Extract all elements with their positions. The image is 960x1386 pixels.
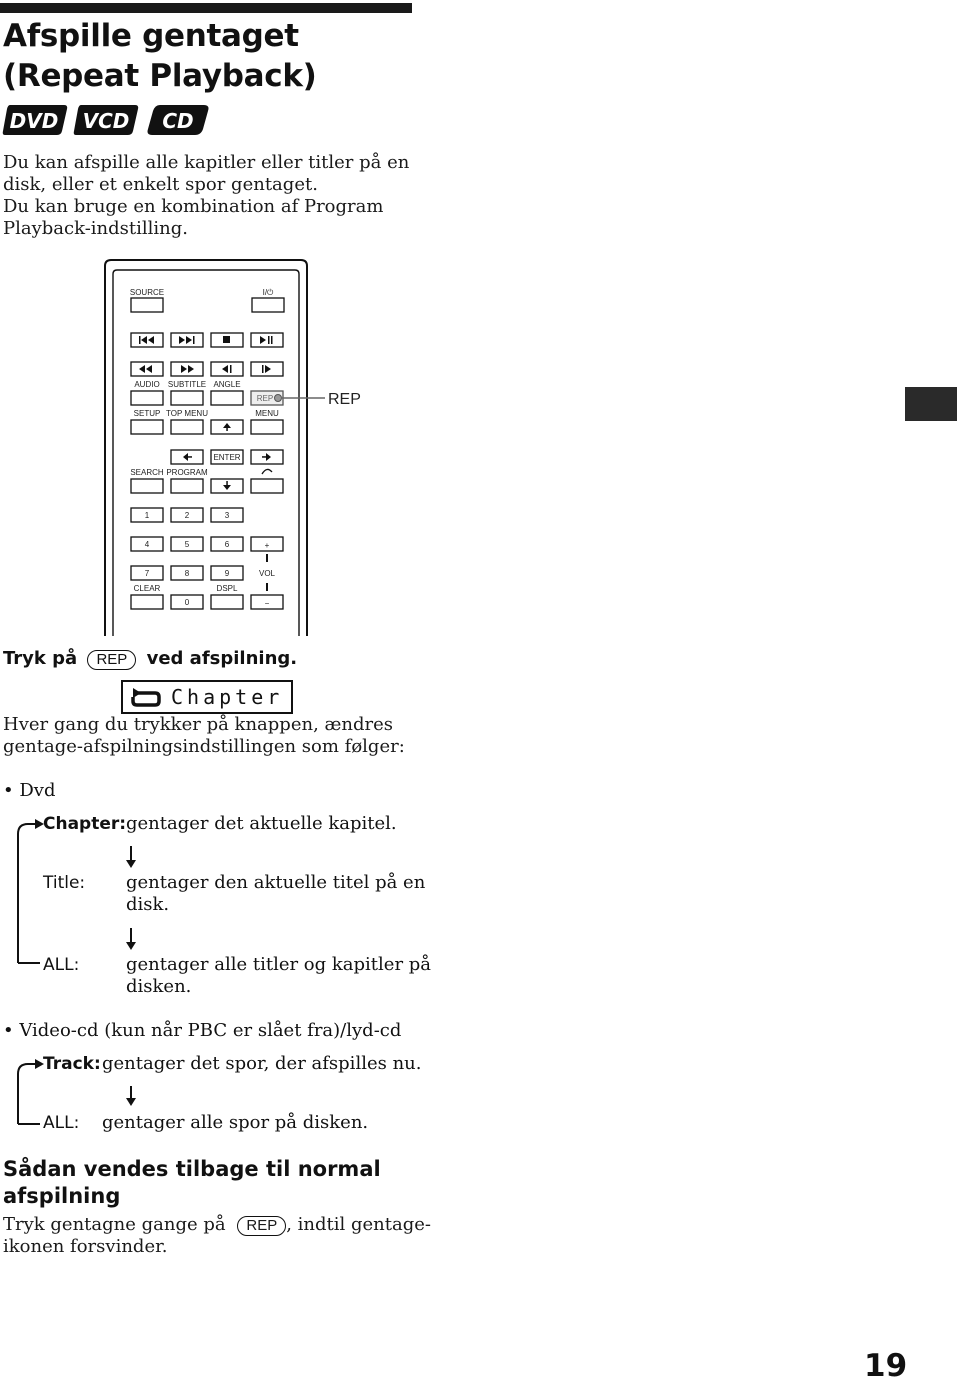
title-line-1: Afspille gentaget [3,18,299,54]
intro-text [3,152,409,240]
audio-button[interactable] [131,391,163,405]
number-key-7[interactable] [131,566,163,580]
top-menu-button[interactable] [171,420,203,434]
subtitle-button[interactable] [171,391,203,405]
title-line-2: (Repeat Playback) [3,58,317,94]
step-prefix: Tryk på [3,648,78,669]
volume-down-button[interactable] [251,595,283,609]
menu-label: MENU [255,409,279,418]
slow-forward-button[interactable] [251,362,283,376]
svg-text:−: − [264,599,270,608]
slow-reverse-button[interactable] [211,362,243,376]
intro-line: Du kan afspille alle kapitler eller titler på en [3,152,410,173]
intro-line: Du kan bruge en kombination af Program [3,196,384,217]
rep-key-symbol: REP [237,1216,286,1236]
svg-text:7: 7 [144,569,150,578]
cd-badge [148,105,209,135]
explanation [3,714,405,758]
dvd-option-chapter-label: Chapter: [43,814,127,834]
explanation-line: Hver gang du trykker på knappen, ændres [3,714,394,735]
dvd-option-all-label: ALL: [43,955,80,975]
vcd-option-all-desc: gentager alle spor på disken. [102,1112,369,1133]
display-readout [121,680,293,714]
rep-pointer-dot [275,395,282,402]
number-key-5[interactable] [171,537,203,551]
down-arrow-icon [126,1086,136,1106]
number-key-0[interactable] [171,595,203,609]
program-label: PROGRAM [166,468,208,477]
up-button[interactable] [211,420,243,434]
angle-button[interactable] [211,391,243,405]
rep-label: REP [256,394,274,403]
intro-line: disk, eller et enkelt spor gentaget. [3,174,318,195]
svg-text:8: 8 [184,569,190,578]
vcd-badge [74,105,138,135]
step-suffix: ved afspilning. [146,648,298,669]
next-button[interactable] [171,333,203,347]
fast-forward-button[interactable] [171,362,203,376]
clear-button[interactable] [131,595,163,609]
power-label: I/⏻ [262,288,274,297]
normal-text-line2: ikonen forsvinder. [3,1236,168,1257]
right-button[interactable] [251,450,283,464]
svg-text:2: 2 [184,511,190,520]
setup-label: SETUP [133,409,161,418]
dvd-heading: • Dvd [3,780,56,801]
number-key-6[interactable] [211,537,243,551]
normal-playback-heading: Sådan vendes tilbage til normal afspilning [3,1157,381,1208]
enter-button[interactable] [211,450,243,464]
svg-text:0: 0 [184,598,190,607]
return-icon [262,469,272,474]
dspl-label: DSPL [216,584,238,593]
step-instruction [3,648,297,670]
section-tab-marker [905,387,957,421]
play-pause-button[interactable] [251,333,283,347]
repeat-icon [129,685,163,709]
page-title [3,16,317,96]
svg-text:9: 9 [224,569,230,578]
normal-text-prefix: Tryk gentagne gange på [3,1214,226,1235]
vcd-option-track-label: Track: [43,1054,101,1074]
volume-connector [266,583,268,591]
top-menu-label: TOP MENU [166,409,208,418]
left-button[interactable] [171,450,203,464]
vcd-option-track-desc: gentager det spor, der afspilles nu. [102,1053,422,1074]
setup-button[interactable] [131,420,163,434]
dvd-badge [3,105,67,135]
svg-text:CD: CD [162,109,194,133]
svg-text:+: + [264,541,270,550]
previous-button[interactable] [131,333,163,347]
svg-text:4: 4 [144,540,150,549]
normal-text-suffix: , indtil gentage- [286,1214,431,1235]
dvd-option-title-label: Title: [43,873,86,893]
intro-line: Playback-indstilling. [3,218,188,239]
section-header-bar [0,3,412,13]
volume-connector [266,554,268,562]
audio-label: AUDIO [134,380,160,389]
program-button[interactable] [171,479,203,493]
svg-text:VCD: VCD [82,109,130,133]
search-label: SEARCH [130,468,164,477]
svg-text:DVD: DVD [9,109,59,133]
explanation-line: gentage-afspilningsindstillingen som følger: [3,736,405,757]
number-key-1[interactable] [131,508,163,522]
menu-button[interactable] [251,420,283,434]
number-key-8[interactable] [171,566,203,580]
svg-text:6: 6 [224,540,230,549]
rep-key-symbol: REP [87,650,136,670]
enter-label: ENTER [213,453,241,462]
stop-button[interactable] [211,333,243,347]
rep-callout-label: REP [328,391,361,408]
return-button[interactable] [251,479,283,493]
clear-label: CLEAR [133,584,161,593]
display-text: Chapter [171,685,284,709]
source-button[interactable] [131,298,163,312]
down-arrow-icon [126,846,136,868]
page-number: 19 [864,1348,908,1384]
down-button[interactable] [211,479,243,493]
svg-text:1: 1 [144,511,150,520]
angle-label: ANGLE [213,380,241,389]
search-button[interactable] [131,479,163,493]
svg-text:5: 5 [184,540,190,549]
number-key-9[interactable] [211,566,243,580]
number-key-4[interactable] [131,537,163,551]
normal-playback-text [3,1214,431,1258]
number-key-2[interactable] [171,508,203,522]
number-key-3[interactable] [211,508,243,522]
remote-control-illustration [103,258,403,636]
down-arrow-icon [126,928,136,950]
dvd-option-all-desc: gentager alle titler og kapitler på disken. [126,954,432,997]
rewind-button[interactable] [131,362,163,376]
dvd-option-title-desc: gentager den aktuelle titel på en disk. [126,872,426,915]
subtitle-label: SUBTITLE [167,380,207,389]
volume-up-button[interactable] [251,537,283,551]
disc-type-badges [2,103,217,137]
vcd-heading: • Video-cd (kun når PBC er slået fra)/lyd-cd [3,1020,402,1041]
volume-label: VOL [258,569,276,578]
vcd-option-all-label: ALL: [43,1113,80,1133]
svg-text:3: 3 [224,511,230,520]
dvd-option-chapter-desc: gentager det aktuelle kapitel. [126,813,397,834]
source-label: SOURCE [129,288,165,297]
power-button[interactable] [252,298,284,312]
dspl-button[interactable] [211,595,243,609]
